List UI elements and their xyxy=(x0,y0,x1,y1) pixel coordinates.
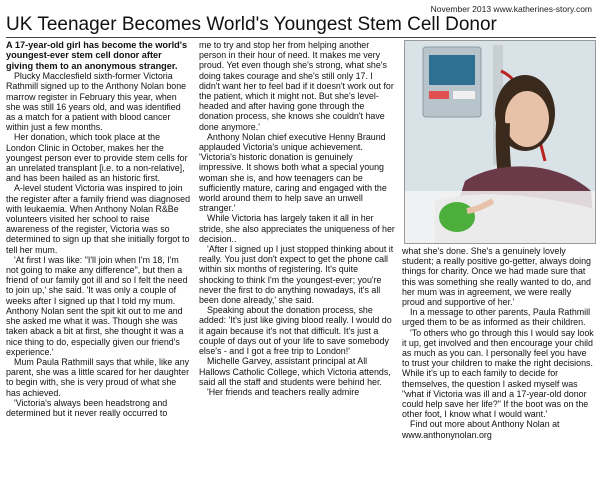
donor-photo xyxy=(404,40,596,244)
paragraph: 'At first I was like: "I'll join when I'm 18, I'm not going to make any difference", but then a friend of our family got ill and so I felt the need to join up,' she said. 'It was only a couple of weeks after I signed up that I told my mum. Anthony Nolan sent the spit kit out to me and she asked me what it was. Though she was taken aback a bit at first, she thought it was a nice thing to do, especially given our friend's experience.' xyxy=(6,254,188,357)
paragraph: Michelle Garvey, assistant principal at All Hallows Catholic College, which Victoria attends, said all the staff and students were behind her. xyxy=(199,356,391,387)
paragraph: Plucky Macclesfield sixth-former Victoria Rathmill signed up to the Anthony Nolan bone marrow register in February this year, when she was still 16 years old, and was identified as a match for a patient with blood cancer within just a few months. xyxy=(6,71,187,133)
dateline: November 2013 www.katherines-story.com xyxy=(430,4,592,14)
paragraph: what she's done. She's a genuinely lovely student; a really positive go-getter, always doing things for charity. Once we had made sure that this was something she really wanted to do, and her mum was in agreement, we were really proud and supportive of her.' xyxy=(402,246,591,308)
column-3 xyxy=(402,246,594,480)
paragraph: 'Her friends and teachers really admire xyxy=(207,386,360,397)
column-2 xyxy=(199,40,395,480)
hospital-photo-illustration xyxy=(405,41,595,243)
paragraph: me to try and stop her from helping another person in their hour of need. It makes me very proud. Yet even though she's strong, what she's doing takes courage and she's still only 17. I didn't want her to feel bad if it doesn't work out for the patient, which it might not. But she's level-headed and after having gone through the donation process, she knows she couldn't have done anymore.' xyxy=(199,40,394,132)
paragraph: A-level student Victoria was inspired to join the register after a family friend was diagnosed with leukaemia. When Anthony Nolan R&Be volunteers visited her school to raise awareness of the register, Victoria was so determined to sign up that she initially forgot to tell her mum. xyxy=(6,183,191,255)
paragraph: In a message to other parents, Paula Rathmill urged them to be as informed as their children. xyxy=(402,307,591,328)
paragraph: 'Victoria's always been headstrong and determined but it never really occurred to xyxy=(6,397,168,418)
column-1 xyxy=(6,40,191,480)
paragraph: While Victoria has largely taken it all in her stride, she also appreciates the uniqueness of her decision.. xyxy=(199,213,395,244)
paragraph: Mum Paula Rathmill says that while, like any parent, she was a little scared for her daughter to begin with, she is very proud of what she has achieved. xyxy=(6,356,190,398)
headline: UK Teenager Becomes World's Youngest Stem Cell Donor xyxy=(6,14,497,35)
paragraph: Speaking about the donation process, she added: 'It's just like giving blood really. I would do it again because it's not that difficult. It's just a couple of days out of your life to save somebody else's - and I got a free trip to London!' xyxy=(199,305,392,357)
paragraph: 'After I signed up I just stopped thinking about it really. You just don't expect to get the phone call within six months of registering. It's quite shocking to think I'm the youngest-ever; you're never the first to do anything nowadays, it's all been done already,' she said. xyxy=(199,244,394,306)
paragraph: Anthony Nolan chief executive Henny Braund applauded Victoria's unique achievement. 'Victoria's historic donation is genuinely impressive. It shows both what a special young woman she is, and how teenagers can be sufficiently mature, caring and engaged with the world around them to help save an unwell stranger.' xyxy=(199,131,387,214)
paragraph: 'To others who go through this I would say look it up, get involved and then encourage your child as much as you can. I personally feel you have to trust your children to make the right decisions. While it's up to each family to decide for themselves, the question I asked myself was "what if Victoria was ill and a 17-year-old donor could help save her life?" If the boot was on the other foot, I know what I would want.' xyxy=(402,327,594,420)
paragraph: Find out more about Anthony Nolan at www.anthonynolan.org xyxy=(402,419,560,440)
headline-rule xyxy=(6,37,596,38)
paragraph: Her donation, which took place at the London Clinic in October, makes her the youngest person ever to provide stem cells for an unrelated transplant [i.e. to a non-relative], and has been hailed as an historic first. xyxy=(6,132,188,184)
lead-paragraph: A 17-year-old girl has become the world's youngest-ever stem cell donor after giving them to an anonymous stranger. xyxy=(6,40,188,71)
